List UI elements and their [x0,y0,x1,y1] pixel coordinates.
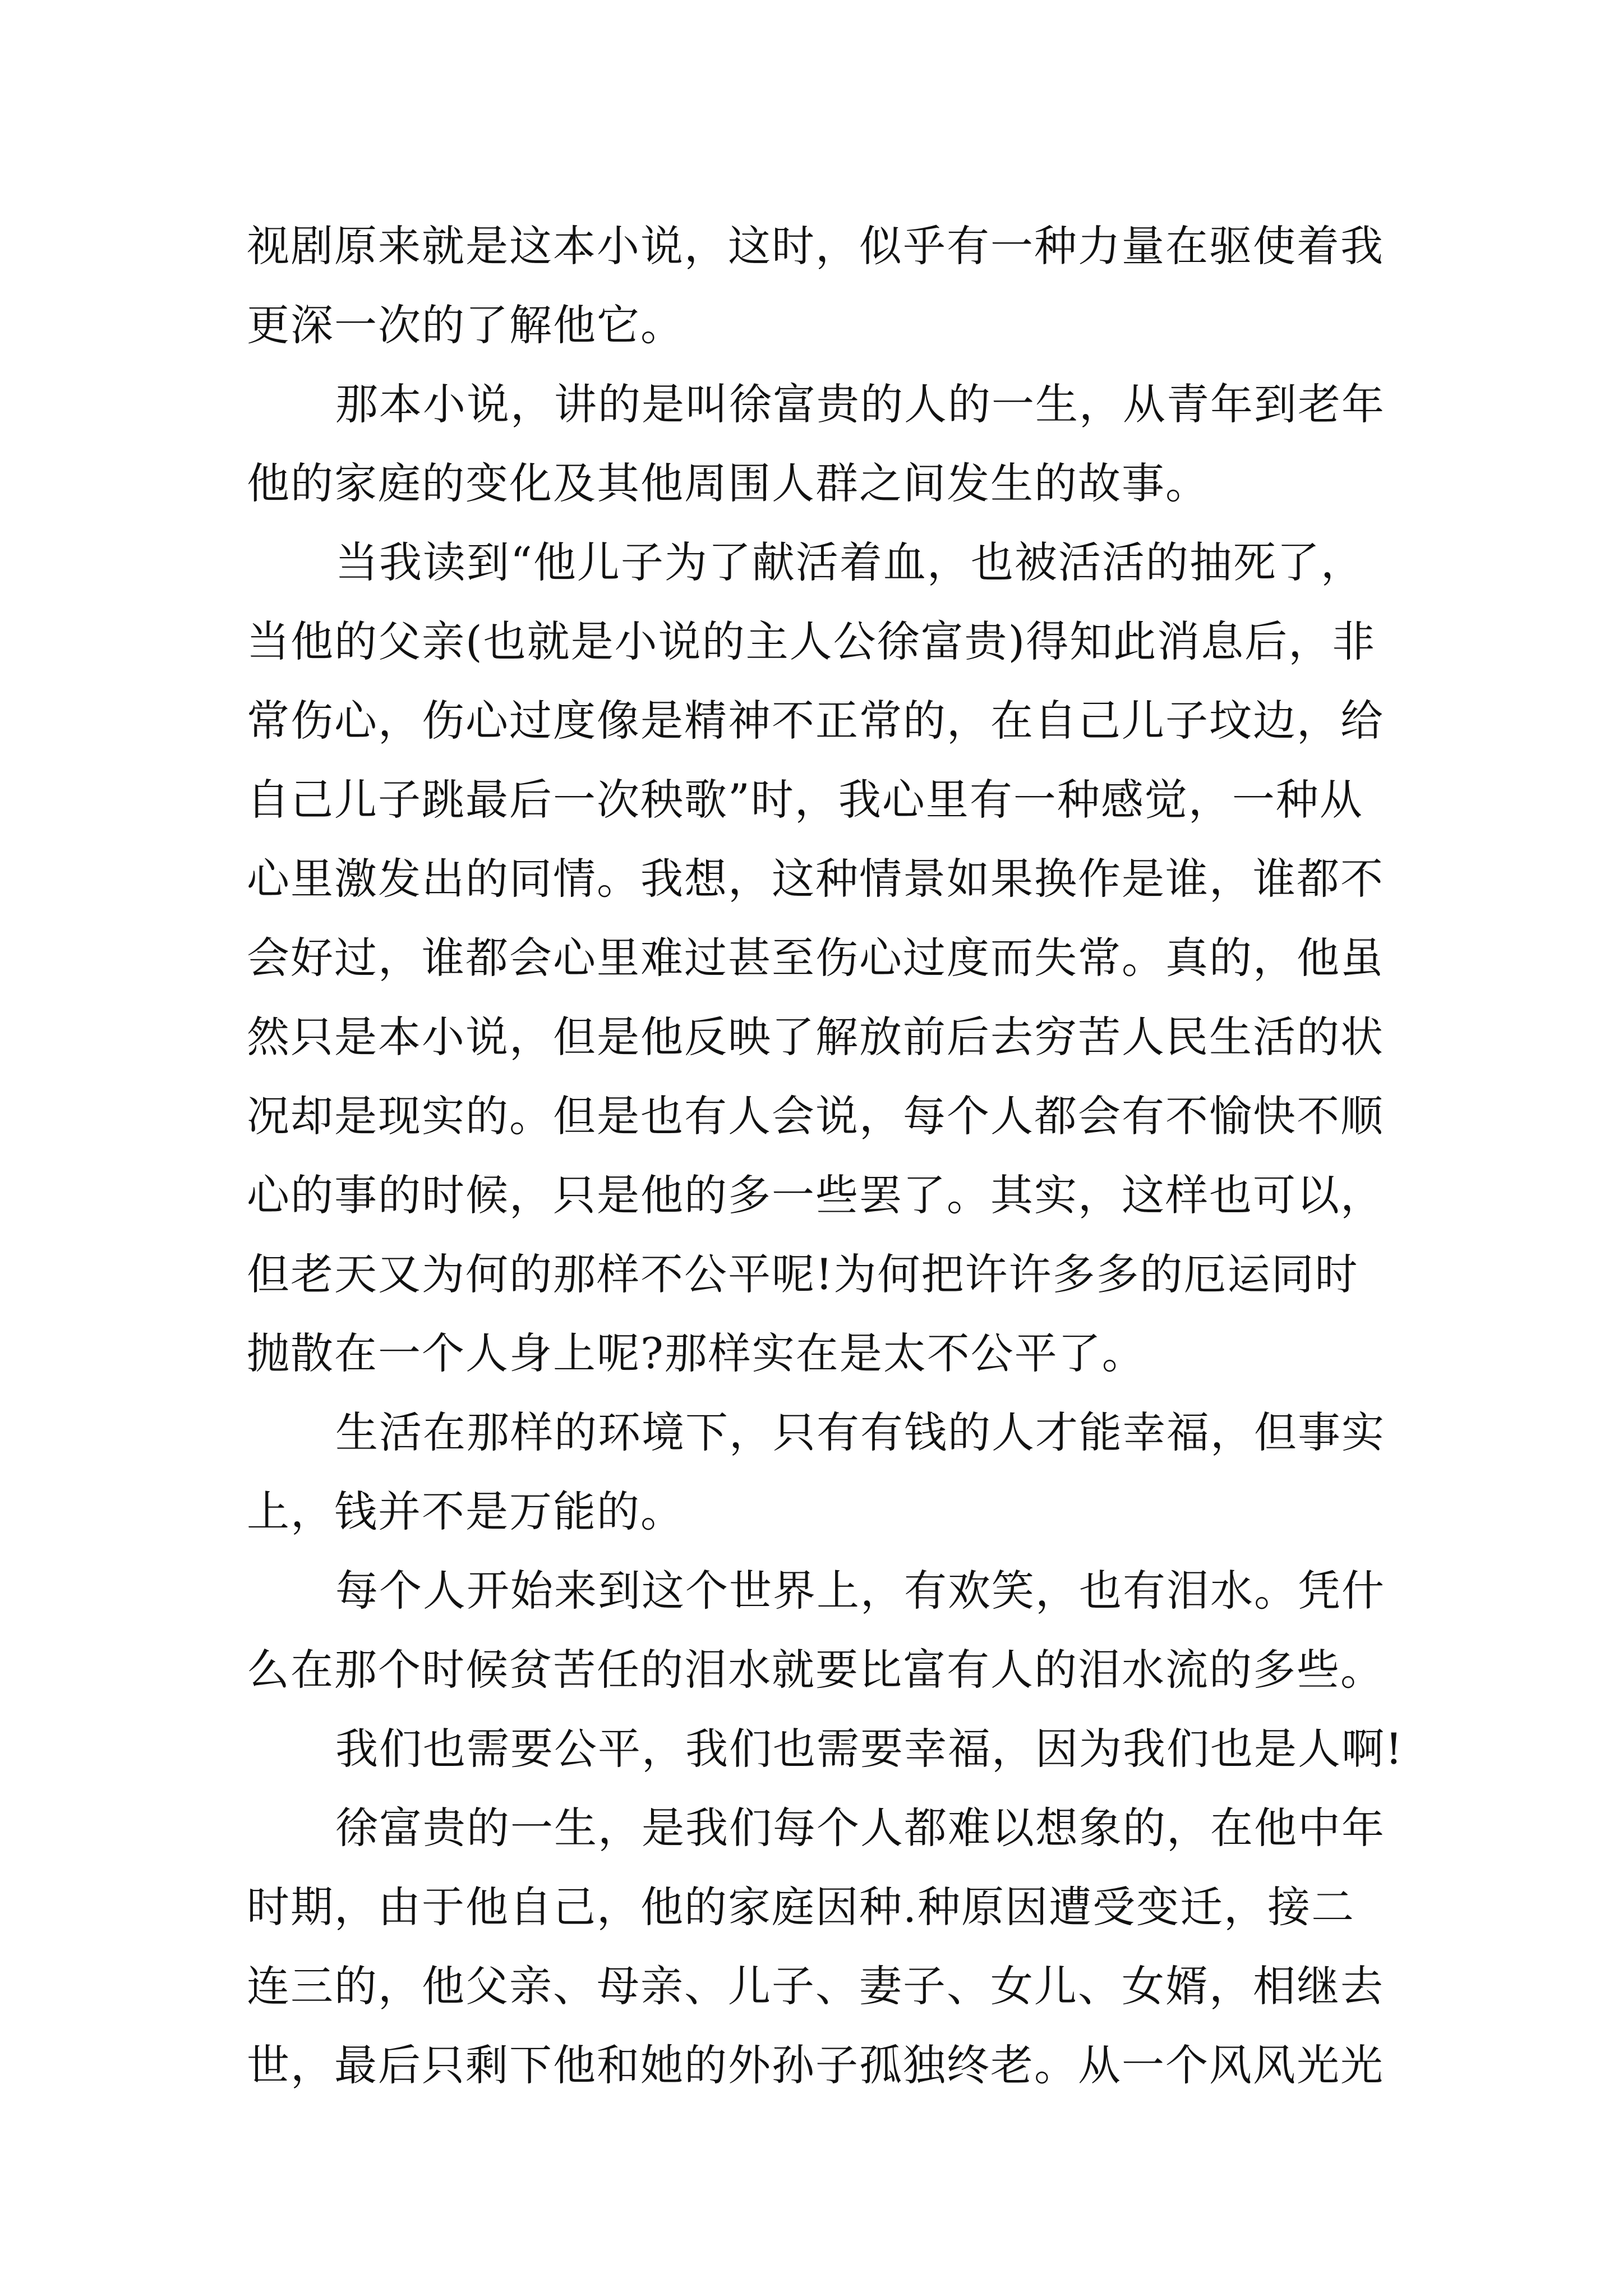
text-line: 会好过，谁都会心里难过甚至伤心过度而失常。真的，他虽 [247,933,1384,983]
text-line: 心里激发出的同情。我想，这种情景如果换作是谁，谁都不 [247,854,1384,904]
text-line: 他的家庭的变化及其他周围人群之间发生的故事。 [247,458,1209,508]
text-line: 更深一次的了解他它。 [247,300,684,350]
text-line: 上，钱并不是万能的。 [247,1487,684,1536]
text-line: 但老天又为何的那样不公平呢!为何把许许多多的厄运同时 [247,1249,1359,1299]
body-text [247,206,1404,2105]
text-line: 世，最后只剩下他和她的外孙子孤独终老。从一个风风光光 [247,2040,1384,2090]
text-line: 常伤心，伤心过度像是精神不正常的，在自己儿子坟边，给 [247,696,1384,746]
text-line: 然只是本小说，但是他反映了解放前后去穷苦人民生活的状 [247,1012,1384,1062]
text-line: 视剧原来就是这本小说，这时，似乎有一种力量在驱使着我 [247,221,1384,271]
text-line: 生活在那样的环境下，只有有钱的人才能幸福，但事实 [335,1407,1385,1457]
text-line: 当我读到“他儿子为了献活着血，也被活活的抽死了， [335,537,1364,587]
text-line: 么在那个时候贫苦任的泪水就要比富有人的泪水流的多些。 [247,1645,1384,1695]
text-line: 时期，由于他自己，他的家庭因种.种原因遭受变迁，接二 [247,1882,1355,1932]
text-line: 心的事的时候，只是他的多一些罢了。其实，这样也可以， [247,1170,1384,1220]
text-line: 我们也需要公平，我们也需要幸福，因为我们也是人啊! [335,1724,1404,1774]
text-line: 徐富贵的一生，是我们每个人都难以想象的，在他中年 [335,1803,1385,1853]
text-line: 那本小说，讲的是叫徐富贵的人的一生，从青年到老年 [335,379,1385,429]
text-line: 当他的父亲(也就是小说的主人公徐富贵)得知此消息后，非 [247,616,1376,666]
text-line: 连三的，他父亲、母亲、儿子、妻子、女儿、女婿，相继去 [247,1961,1384,2011]
text-line: 抛散在一个人身上呢?那样实在是太不公平了。 [247,1328,1146,1378]
text-line: 每个人开始来到这个世界上，有欢笑，也有泪水。凭什 [335,1566,1385,1616]
text-line: 自己儿子跳最后一次秧歌”时，我心里有一种感觉，一种从 [247,775,1363,825]
text-line: 况却是现实的。但是也有人会说，每个人都会有不愉快不顺 [247,1091,1384,1141]
